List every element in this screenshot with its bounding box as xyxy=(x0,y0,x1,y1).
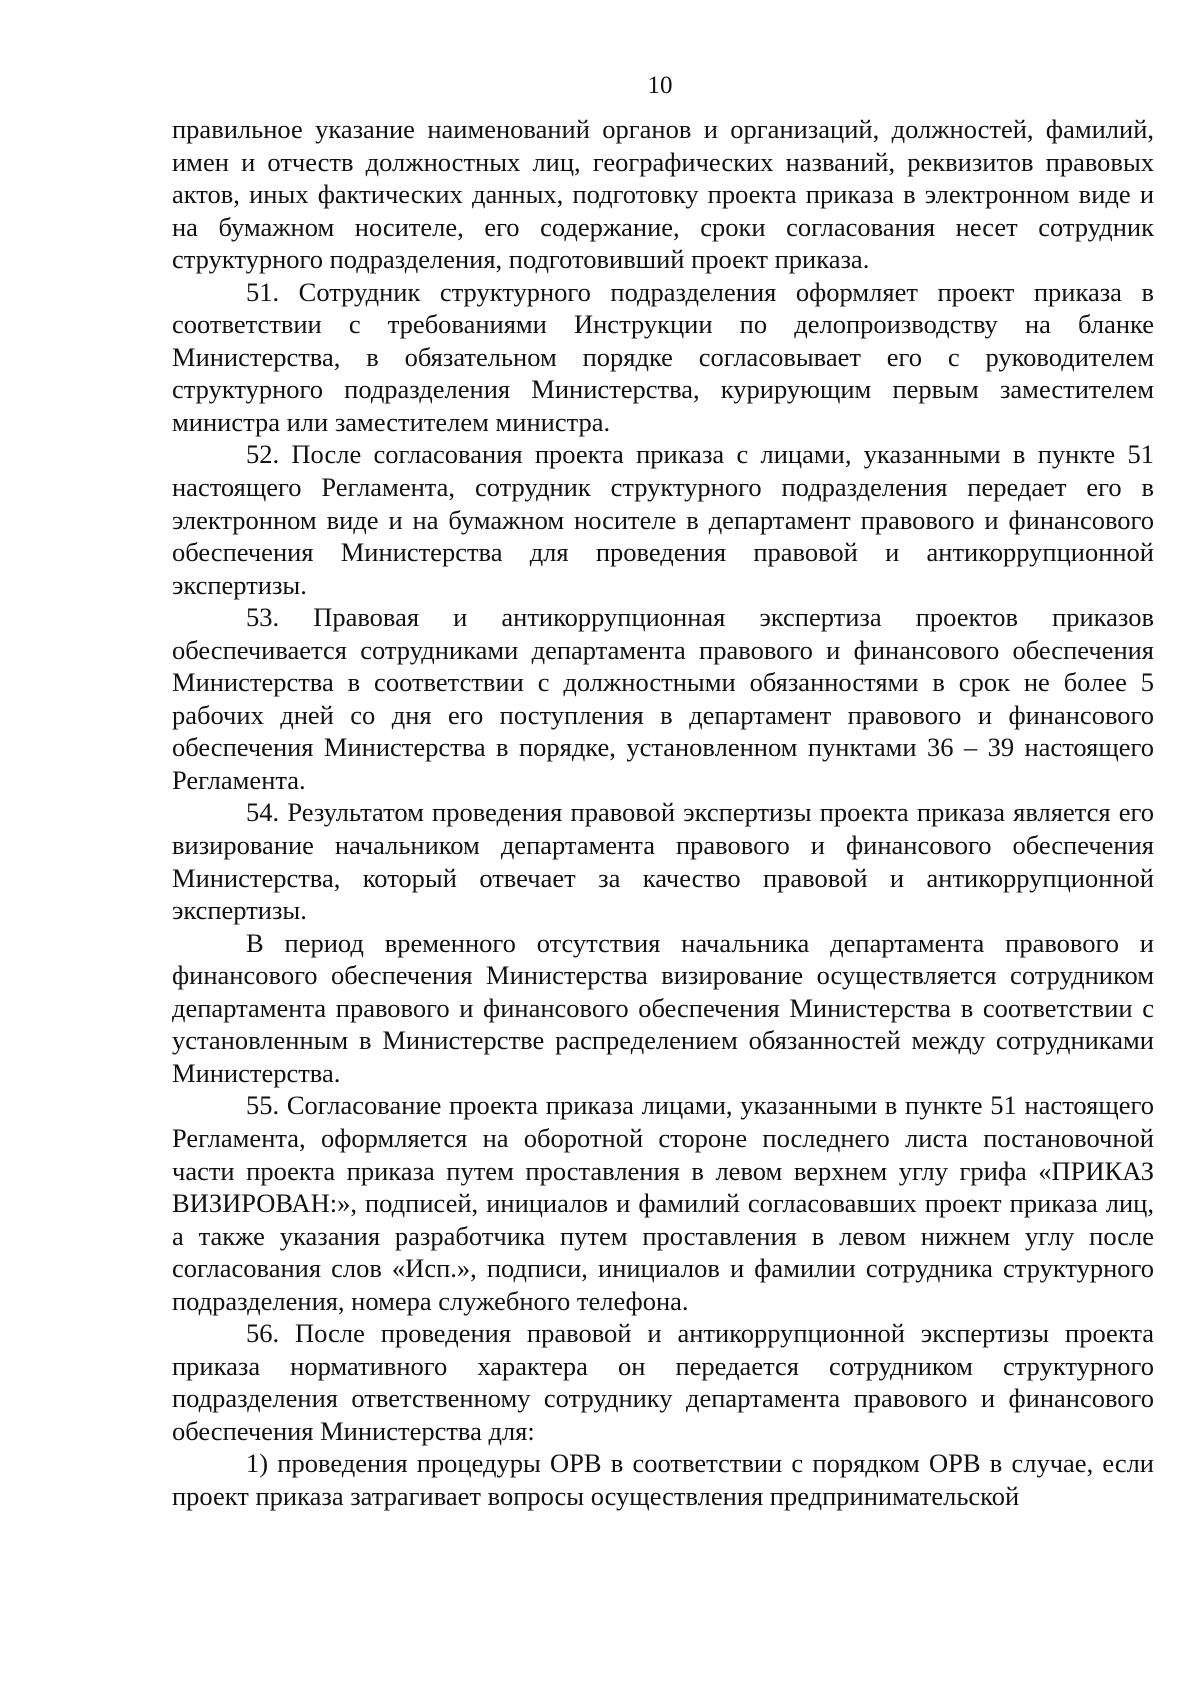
paragraph-55: 55. Согласование проекта приказа лицами, указанными в пункте 51 настоящего Регламента, оформляется на оборотной стороне последнего листа постановочной части проекта приказа путем проставления в левом верхнем углу грифа «ПРИКАЗ ВИЗИРОВАН:», подписей, инициалов и фамилий согласовавших проект приказа лиц, а также указания разработчика путем проставления в левом нижнем углу после согласования слов «Исп.», подписи, инициалов и фамилии сотрудника структурного подразделения, номера служебного телефона. xyxy=(172,1090,1154,1316)
paragraph-54: 54. Результатом проведения правовой экспертизы проекта приказа является его визирование начальником департамента правового и финансового обеспечения Министерства, который отвечает за качество правовой и антикоррупционной экспертизы. xyxy=(172,797,1154,926)
paragraph-continuation: правильное указание наименований органов и организаций, должностей, фамилий, имен и отчеств должностных лиц, географических названий, реквизитов правовых актов, иных фактических данных, подготовку проекта приказа в электронном виде и на бумажном носителе, его содержание, сроки согласования несет сотрудник структурного подразделения, подготовивший проект приказа. xyxy=(172,114,1154,275)
paragraph-54-substitution: В период временного отсутствия начальника департамента правового и финансового обеспечения Министерства визирование осуществляется сотрудником департамента правового и финансового обеспечения Министерства в соответствии с установленным в Министерстве распределением обязанностей между сотрудниками Министерства. xyxy=(172,927,1154,1088)
paragraph-56: 56. После проведения правовой и антикоррупционной экспертизы проекта приказа нормативного характера он передается сотрудником структурного подразделения ответственному сотруднику департамента правового и финансового обеспечения Министерства для: xyxy=(172,1318,1154,1446)
paragraph-53: 53. Правовая и антикоррупционная экспертиза проектов приказов обеспечивается сотрудниками департамента правового и финансового обеспечения Министерства в соответствии с должностными обязанностями в срок не более 5 рабочих дней со дня его поступления в департамент правового и финансового обеспечения Министерства в порядке, установленном пунктами 36 – 39 настоящего Регламента. xyxy=(172,602,1154,795)
paragraph-52: 52. После согласования проекта приказа с лицами, указанными в пункте 51 настоящего Регламента, сотрудник структурного подразделения передает его в электронном виде и на бумажном носителе в департамент правового и финансового обеспечения Министерства для проведения правовой и антикоррупционной экспертизы. xyxy=(172,439,1154,600)
paragraph-56-item-1: 1) проведения процедуры ОРВ в соответствии с порядком ОРВ в случае, если проект приказа затрагивает вопросы осуществления предпринимательской xyxy=(172,1448,1154,1511)
paragraph-51: 51. Сотрудник структурного подразделения оформляет проект приказа в соответствии с требованиями Инструкции по делопроизводству на бланке Министерства, в обязательном порядке согласовывает его с руководителем структурного подразделения Министерства, курирующим первым заместителем министра или заместителем министра. xyxy=(172,276,1154,437)
document-body xyxy=(172,113,1154,1513)
page-number: 10 xyxy=(647,72,673,99)
